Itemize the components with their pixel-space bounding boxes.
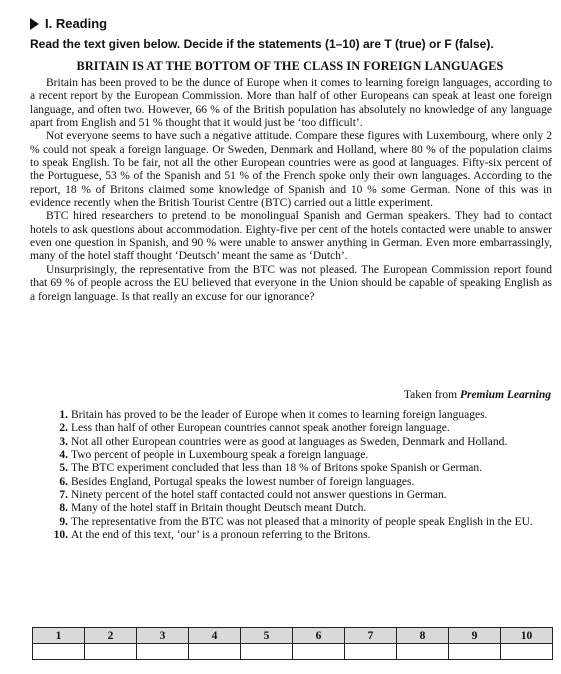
task-instruction: Read the text given below. Decide if the statements (1–10) are T (true) or F (false). (30, 37, 494, 51)
statement-text: Less than half of other European countries cannot speak another foreign language. (71, 422, 450, 435)
answer-grid-header: 4 (189, 628, 241, 644)
statement-number: 4. (59, 449, 68, 462)
article-paragraph: Unsurprisingly, the representative from the BTC was not pleased. The European Commission report found that 69 % of people across the EU believed that everyone in the Union should be capable of speaking English as a foreign language. Is that really an excuse for our ignorance? (30, 263, 552, 303)
statement-text: Besides England, Portugal speaks the lowest number of foreign languages. (71, 475, 415, 488)
statement-number: 7. (59, 489, 68, 502)
answer-cell-10[interactable] (501, 644, 553, 660)
article-body (30, 77, 552, 304)
statement-text: The representative from the BTC was not pleased that a minority of people speak English in the EU. (71, 515, 533, 528)
answer-cell-6[interactable] (293, 644, 345, 660)
play-triangle-icon (30, 18, 39, 30)
statement-number: 3. (59, 435, 68, 448)
answer-cell-7[interactable] (345, 644, 397, 660)
statement-number: 6. (59, 475, 68, 488)
statement-text: The BTC experiment concluded that less than 18 % of Britons spoke Spanish or German. (71, 462, 483, 475)
statement-item (50, 462, 553, 475)
answer-grid-header: 2 (85, 628, 137, 644)
statement-number: 10. (53, 529, 68, 542)
answer-cell-8[interactable] (397, 644, 449, 660)
statement-text: Two percent of people in Luxembourg speak a foreign language. (71, 449, 369, 462)
statement-item (50, 529, 553, 542)
answer-grid-header: 3 (137, 628, 189, 644)
statement-item (50, 409, 553, 422)
source-prefix: Taken from (403, 389, 458, 401)
source-name: Premium Learning (459, 389, 551, 401)
answer-grid-header: 8 (397, 628, 449, 644)
statement-number: 2. (59, 422, 68, 435)
statement-item (50, 516, 553, 529)
answer-grid-header: 6 (293, 628, 345, 644)
answer-grid (32, 627, 553, 660)
article-title: BRITAIN IS AT THE BOTTOM OF THE CLASS IN FOREIGN LANGUAGES (76, 59, 504, 73)
answer-grid-header: 10 (501, 628, 553, 644)
answer-cell-5[interactable] (241, 644, 293, 660)
statement-number: 5. (59, 462, 68, 475)
answer-grid-header-row (33, 628, 553, 644)
answer-grid-header: 5 (241, 628, 293, 644)
statement-number: 8. (59, 502, 68, 515)
statement-number: 9. (59, 515, 68, 528)
answer-grid-header: 1 (33, 628, 85, 644)
statement-item (50, 502, 553, 515)
statement-item (50, 489, 553, 502)
statement-text: Many of the hotel staff in Britain thought Deutsch meant Dutch. (71, 502, 367, 515)
section-label: I. Reading (45, 16, 108, 31)
answer-grid-input-row (33, 644, 553, 660)
answer-cell-2[interactable] (85, 644, 137, 660)
answer-cell-9[interactable] (449, 644, 501, 660)
answer-cell-1[interactable] (33, 644, 85, 660)
answer-grid-header: 9 (449, 628, 501, 644)
statement-item (50, 449, 553, 462)
statement-text: Britain has proved to be the leader of Europe when it comes to learning foreign languages. (71, 409, 488, 421)
article-paragraph: Britain has been proved to be the dunce of Europe when it comes to learning foreign languages, according to a recent report by the European Commission. More than half of other Europeans can speak at least one foreign language, and often two. However, 66 % of the British population has absolutely no knowledge of any language apart from English and 51 % thought that it would just be ‘too difficult’. (30, 77, 552, 130)
answer-grid-header: 7 (345, 628, 397, 644)
article-paragraph: BTC hired researchers to pretend to be monolingual Spanish and German speakers. They had to contact hotels to ask questions about accommodation. Eighty-five per cent of the hotels contacted were unable to answer even one question in Spanish, and 90 % were unable to answer anything in German. Even more embarrassingly, many of the hotel staff thought ‘Deutsch’ meant the same as ‘Dutch’. (30, 210, 552, 263)
statement-text: At the end of this text, ‘our’ is a pronoun referring to the Britons. (71, 529, 371, 542)
answer-cell-4[interactable] (189, 644, 241, 660)
statement-item (50, 422, 553, 435)
statement-text: Ninety percent of the hotel staff contacted could not answer questions in German. (71, 489, 447, 502)
statement-number: 1. (59, 409, 68, 421)
article-source (404, 389, 551, 401)
statement-item (50, 436, 553, 449)
statement-item (50, 476, 553, 489)
answer-cell-3[interactable] (137, 644, 189, 660)
article-paragraph: Not everyone seems to have such a negative attitude. Compare these figures with Luxembourg, where only 2 % could not speak a foreign language. Or Sweden, Denmark and Holland, where 80 % of the population claims to speak English. To be fair, not all the other European countries were as good at languages. Fifty-six percent of the Portuguese, 53 % of the Spanish and 51 % of the French spoke only their own languages. According to the report, 18 % of Britons claimed some knowledge of Spanish and 10 % some German. None of this was in evidence recently when the British Tourist Centre (BTC) carried out a little experiment. (30, 130, 552, 210)
section-heading (30, 16, 107, 31)
statement-list (50, 409, 553, 542)
statement-text: Not all other European countries were as good at languages as Sweden, Denmark and Holland. (71, 435, 508, 448)
